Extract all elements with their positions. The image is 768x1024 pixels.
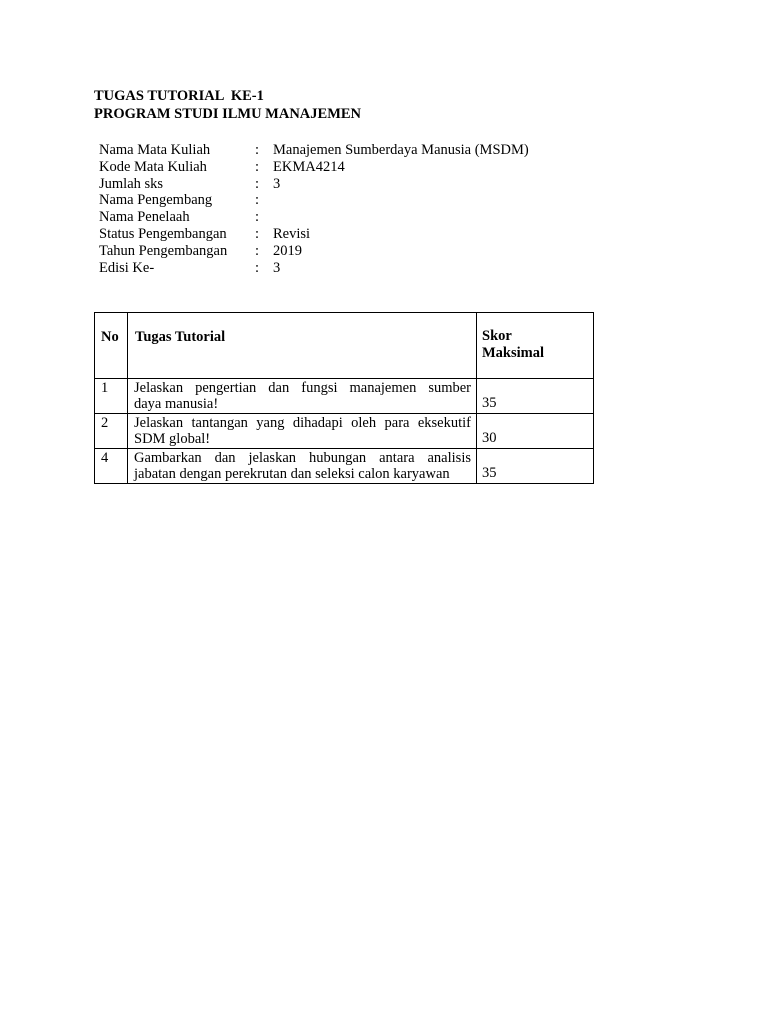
header-score-line1: Skor: [482, 328, 512, 344]
info-colon: :: [255, 192, 260, 209]
info-label: Tahun Pengembangan: [99, 242, 228, 259]
info-label: Nama Penelaah: [99, 209, 190, 226]
info-colon: :: [255, 225, 260, 242]
info-colon: :: [255, 259, 260, 276]
header-score-line2: Maksimal: [482, 345, 545, 361]
info-label: Edisi Ke-: [99, 259, 155, 276]
row-task-line2: SDM global!: [134, 431, 211, 448]
info-row-edition: [99, 260, 599, 277]
info-label: Jumlah sks: [99, 175, 164, 192]
info-value: 2019: [273, 242, 302, 259]
row-task-line1: Jelaskan pengertian dan fungsi manajemen sumber: [134, 380, 471, 396]
document-title: TUGAS TUTORIAL KE-1: [94, 88, 264, 104]
row-task-line1: Gambarkan dan jelaskan hubungan antara analisis: [134, 450, 471, 466]
info-row-development-year: [99, 243, 599, 260]
info-label: Nama Pengembang: [99, 192, 213, 209]
row-task: [128, 414, 477, 449]
info-colon: :: [255, 209, 260, 226]
course-info: [99, 142, 599, 276]
row-task-line2: jabatan dengan perekrutan dan seleksi calon karyawan: [134, 466, 450, 483]
row-no: 2: [95, 414, 128, 449]
row-task: [128, 449, 477, 484]
info-row-developer: [99, 192, 599, 209]
header-no: No: [95, 313, 128, 379]
row-score-value: 35: [482, 395, 497, 411]
row-task-line2: daya manusia!: [134, 396, 219, 413]
info-colon: :: [255, 158, 260, 175]
info-colon: :: [255, 242, 260, 259]
info-row-development-status: [99, 226, 599, 243]
row-score-value: 35: [482, 465, 497, 481]
header-score: [477, 313, 594, 379]
row-score-value: 30: [482, 430, 497, 446]
table-header-row: [95, 313, 594, 379]
header-task: Tugas Tutorial: [128, 313, 477, 379]
table-row: [95, 379, 594, 414]
row-no: 4: [95, 449, 128, 484]
row-task: [128, 379, 477, 414]
info-value: Manajemen Sumberdaya Manusia (MSDM): [273, 142, 529, 158]
row-score: [477, 379, 594, 414]
row-score: [477, 449, 594, 484]
info-value: EKMA4214: [273, 158, 345, 175]
info-colon: :: [255, 142, 260, 158]
tutorial-task-table: [94, 312, 594, 484]
info-row-course-name: [99, 142, 599, 159]
info-label: Nama Mata Kuliah: [99, 142, 211, 158]
info-colon: :: [255, 175, 260, 192]
table-row: [95, 449, 594, 484]
table-row: [95, 414, 594, 449]
info-label: Status Pengembangan: [99, 225, 227, 242]
info-value: Revisi: [273, 225, 311, 242]
row-task-line1: Jelaskan tantangan yang dihadapi oleh para eksekutif: [134, 415, 471, 431]
row-no: 1: [95, 379, 128, 414]
info-row-reviewer: [99, 209, 599, 226]
info-row-course-code: [99, 159, 599, 176]
info-value: 3: [273, 259, 281, 276]
info-label: Kode Mata Kuliah: [99, 158, 207, 175]
info-value: 3: [273, 175, 281, 192]
document-subtitle: PROGRAM STUDI ILMU MANAJEMEN: [94, 106, 362, 122]
info-row-credits: [99, 176, 599, 193]
row-score: [477, 414, 594, 449]
